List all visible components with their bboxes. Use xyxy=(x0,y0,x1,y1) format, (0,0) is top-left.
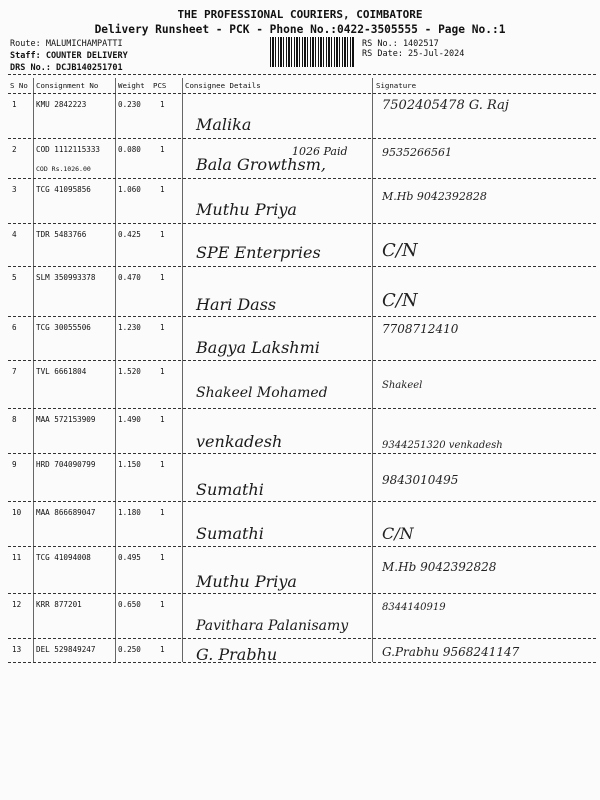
row-signature: 7502405478 G. Raj xyxy=(382,98,509,113)
row-divider xyxy=(8,316,596,317)
row-sno: 6 xyxy=(12,323,17,332)
row-consignment-no: HRD 704090799 xyxy=(36,460,96,469)
col-header-consignee: Consignee Details xyxy=(185,81,261,90)
row-weight: 0.250 xyxy=(118,645,141,654)
row-weight: 1.180 xyxy=(118,508,141,517)
row-sno: 4 xyxy=(12,230,17,239)
col-header-weight: Weight xyxy=(118,81,145,90)
row-consignment-no: MAA 866689047 xyxy=(36,508,96,517)
row-sno: 7 xyxy=(12,367,17,376)
row-consignee-name: Hari Dass xyxy=(196,295,277,314)
row-divider xyxy=(8,593,596,594)
route-label: Route: MALUMICHAMPATTI xyxy=(10,39,123,49)
row-cod-amount: COD Rs.1026.00 xyxy=(36,165,91,173)
column-header-divider xyxy=(8,93,596,94)
row-weight: 0.080 xyxy=(118,145,141,154)
row-consignment-no: DEL 529849247 xyxy=(36,645,96,654)
staff-label: Staff: COUNTER DELIVERY xyxy=(10,51,128,61)
row-sno: 9 xyxy=(12,460,17,469)
row-divider xyxy=(8,178,596,179)
row-sno: 1 xyxy=(12,100,17,109)
row-pcs: 1 xyxy=(160,323,165,332)
row-divider xyxy=(8,408,596,409)
row-signature: M.Hb 9042392828 xyxy=(382,190,487,203)
row-sno: 13 xyxy=(12,645,22,654)
column-divider-4 xyxy=(372,78,373,662)
row-consignment-no: TDR 5483766 xyxy=(36,230,87,239)
row-consignment-no: KRR 877201 xyxy=(36,600,82,609)
row-consignment-no: KMU 2842223 xyxy=(36,100,87,109)
row-sno: 3 xyxy=(12,185,17,194)
row-consignee-name: venkadesh xyxy=(196,432,283,451)
row-signature: C/N xyxy=(382,240,418,261)
row-weight: 1.490 xyxy=(118,415,141,424)
row-signature: 9843010495 xyxy=(382,473,459,487)
row-divider xyxy=(8,662,596,663)
drs-number: DRS No.: DCJB140251701 xyxy=(10,63,123,73)
row-consignee-name: Sumathi xyxy=(196,480,264,499)
rs-number: RS No.: 1402517 xyxy=(362,39,439,49)
row-pcs: 1 xyxy=(160,460,165,469)
row-consignment-no: TCG 30055506 xyxy=(36,323,91,332)
row-pcs: 1 xyxy=(160,367,165,376)
row-pcs: 1 xyxy=(160,145,165,154)
column-divider-1 xyxy=(33,78,34,662)
row-pcs: 1 xyxy=(160,508,165,517)
row-signature: G.Prabhu 9568241147 xyxy=(382,645,520,659)
col-header-sno: S No xyxy=(10,81,28,90)
row-payment-note: 1026 Paid xyxy=(292,145,348,158)
column-divider-2 xyxy=(115,78,116,662)
row-signature: 8344140919 xyxy=(382,602,446,613)
row-signature: 9344251320 venkadesh xyxy=(382,440,503,451)
row-pcs: 1 xyxy=(160,553,165,562)
col-header-consignment: Consignment No xyxy=(36,81,99,90)
column-divider-3 xyxy=(182,78,183,662)
row-consignment-no: TCG 41094008 xyxy=(36,553,91,562)
row-signature: M.Hb 9042392828 xyxy=(382,560,497,574)
runsheet-title: Delivery Runsheet - PCK - Phone No.:0422-3505555 - Page No.:1 xyxy=(94,23,506,36)
row-signature: Shakeel xyxy=(382,380,423,391)
row-consignment-no: TCG 41095856 xyxy=(36,185,91,194)
row-consignee-name: Bala Growthsm, xyxy=(196,155,326,174)
company-title: THE PROFESSIONAL COURIERS, COIMBATORE xyxy=(177,8,423,21)
row-consignee-name: Muthu Priya xyxy=(196,200,297,219)
row-weight: 0.230 xyxy=(118,100,141,109)
row-pcs: 1 xyxy=(160,415,165,424)
row-consignment-no: SLM 350993378 xyxy=(36,273,96,282)
row-consignee-name: Muthu Priya xyxy=(196,572,297,591)
row-consignment-no: COD 1112115333 xyxy=(36,145,101,154)
row-divider xyxy=(8,138,596,139)
row-divider xyxy=(8,453,596,454)
row-weight: 0.495 xyxy=(118,553,141,562)
row-weight: 0.425 xyxy=(118,230,141,239)
row-pcs: 1 xyxy=(160,645,165,654)
row-weight: 1.150 xyxy=(118,460,141,469)
row-consignee-name: Pavithara Palanisamy xyxy=(196,618,349,634)
row-weight: 1.520 xyxy=(118,367,141,376)
row-sno: 11 xyxy=(12,553,22,562)
row-weight: 1.060 xyxy=(118,185,141,194)
row-sno: 12 xyxy=(12,600,22,609)
row-sno: 8 xyxy=(12,415,17,424)
header-divider xyxy=(8,74,596,75)
row-signature: 7708712410 xyxy=(382,322,459,336)
row-divider xyxy=(8,638,596,639)
row-divider xyxy=(8,501,596,502)
row-divider xyxy=(8,360,596,361)
row-divider xyxy=(8,266,596,267)
row-divider xyxy=(8,546,596,547)
row-sno: 5 xyxy=(12,273,17,282)
row-weight: 0.470 xyxy=(118,273,141,282)
row-sno: 2 xyxy=(12,145,17,154)
row-signature: C/N xyxy=(382,524,414,543)
row-signature: C/N xyxy=(382,290,418,311)
row-weight: 1.230 xyxy=(118,323,141,332)
barcode xyxy=(270,37,354,67)
col-header-pcs: PCS xyxy=(153,81,167,90)
row-weight: 0.650 xyxy=(118,600,141,609)
row-consignee-name: SPE Enterpries xyxy=(196,243,321,262)
row-consignee-name: G. Prabhu xyxy=(196,645,278,664)
row-consignee-name: Shakeel Mohamed xyxy=(196,385,328,401)
col-header-signature: Signature xyxy=(376,81,417,90)
row-divider xyxy=(8,223,596,224)
rs-date: RS Date: 25-Jul-2024 xyxy=(362,49,465,59)
row-consignee-name: Sumathi xyxy=(196,524,264,543)
row-sno: 10 xyxy=(12,508,22,517)
row-pcs: 1 xyxy=(160,100,165,109)
row-pcs: 1 xyxy=(160,230,165,239)
row-consignment-no: TVL 6661804 xyxy=(36,367,87,376)
row-pcs: 1 xyxy=(160,273,165,282)
row-consignment-no: MAA 572153909 xyxy=(36,415,96,424)
row-consignee-name: Bagya Lakshmi xyxy=(196,338,320,357)
row-consignee-name: Malika xyxy=(196,115,252,134)
row-pcs: 1 xyxy=(160,185,165,194)
row-pcs: 1 xyxy=(160,600,165,609)
row-signature: 9535266561 xyxy=(382,146,452,159)
